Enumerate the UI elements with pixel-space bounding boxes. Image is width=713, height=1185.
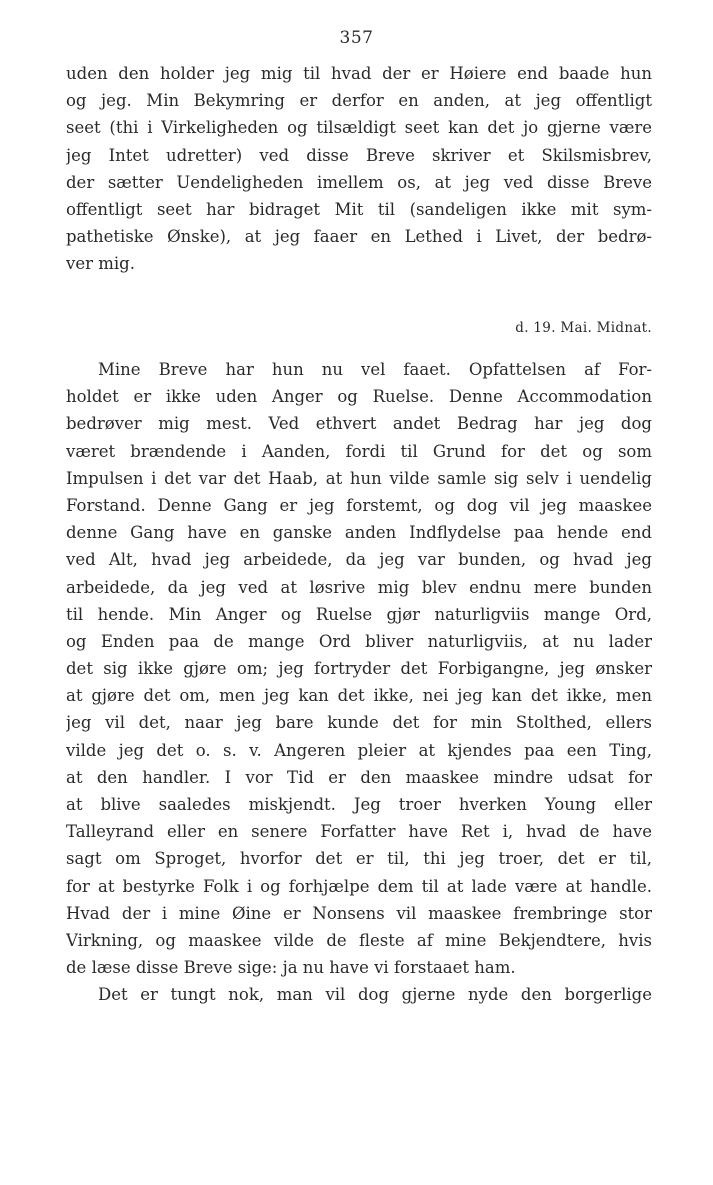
text-line: Virkning, og maaskee vilde de fleste af mine Bekjendtere, hvis — [66, 930, 652, 950]
paragraph-continued — [66, 60, 652, 278]
text-line: jeg vil det, naar jeg bare kunde det for min Stolthed, ellers — [66, 713, 652, 733]
text-line: at den handler. I vor Tid er den maaskee mindre udsat for — [66, 767, 652, 787]
text-line: Impulsen i det var det Haab, at hun vilde samle sig selv i uendelig — [66, 468, 652, 488]
text-line: jeg Intet udretter) ved disse Breve skriver et Skilsmisbrev, — [66, 145, 652, 165]
text-line: bedrøver mig mest. Ved ethvert andet Bedrag har jeg dog — [66, 414, 652, 434]
text-line: sagt om Sproget, hvorfor det er til, thi jeg troer, det er til, — [66, 849, 652, 869]
text-line: vilde jeg det o. s. v. Angeren pleier at kjendes paa een Ting, — [66, 740, 652, 760]
text-line: denne Gang have en ganske anden Indflydelse paa hende end — [66, 523, 652, 543]
text-line: det sig ikke gjøre om; jeg fortryder det Forbigangne, jeg ønsker — [66, 659, 652, 679]
text-line: at gjøre det om, men jeg kan det ikke, nei jeg kan det ikke, men — [66, 686, 652, 706]
text-line: arbeidede, da jeg ved at løsrive mig blev endnu mere bunden — [66, 577, 652, 597]
text-line: Hvad der i mine Øine er Nonsens vil maaskee frembringe stor — [66, 903, 652, 923]
text-line: og Enden paa de mange Ord bliver naturligviis, at nu lader — [66, 631, 652, 651]
text-line: ver mig. — [66, 254, 135, 274]
page-number: 357 — [339, 28, 374, 48]
text-line: seet (thi i Virkeligheden og tilsældigt seet kan det jo gjerne være — [66, 118, 652, 138]
text-line: der sætter Uendeligheden imellem os, at jeg ved disse Breve — [66, 172, 652, 192]
text-line: holdet er ikke uden Anger og Ruelse. Denne Accommodation — [66, 387, 652, 407]
text-line: været brændende i Aanden, fordi til Grund for det og som — [66, 441, 652, 461]
text-line: ved Alt, hvad jeg arbeidede, da jeg var bunden, og hvad jeg — [66, 550, 652, 570]
text-line: Mine Breve har hun nu vel faaet. Opfattelsen af For- — [98, 360, 652, 379]
text-line: de læse disse Breve sige: ja nu have vi forstaaet ham. — [66, 958, 516, 978]
text-line: til hende. Min Anger og Ruelse gjør naturligviis mange Ord, — [66, 604, 652, 624]
paragraph-diary-entry — [66, 356, 652, 1009]
text-line: pathetiske Ønske), at jeg faaer en Lethed i Livet, der bedrø- — [66, 227, 652, 247]
text-line: og jeg. Min Bekymring er derfor en anden, at jeg offentligt — [66, 91, 652, 111]
entry-dateline: d. 19. Mai. Midnat. — [515, 320, 652, 336]
text-line: uden den holder jeg mig til hvad der er Høiere end baade hun — [66, 64, 652, 83]
text-line: offentligt seet har bidraget Mit til (sandeligen ikke mit sym- — [66, 199, 652, 219]
text-line: Det er tungt nok, man vil dog gjerne nyde den borgerlige — [98, 985, 652, 1005]
text-line: for at bestyrke Folk i og forhjælpe dem til at lade være at handle. — [66, 876, 652, 896]
text-line: at blive saaledes miskjendt. Jeg troer hverken Young eller — [66, 795, 652, 814]
text-line: Talleyrand eller en senere Forfatter have Ret i, hvad de have — [66, 822, 652, 842]
text-line: Forstand. Denne Gang er jeg forstemt, og dog vil jeg maaskee — [66, 495, 652, 515]
